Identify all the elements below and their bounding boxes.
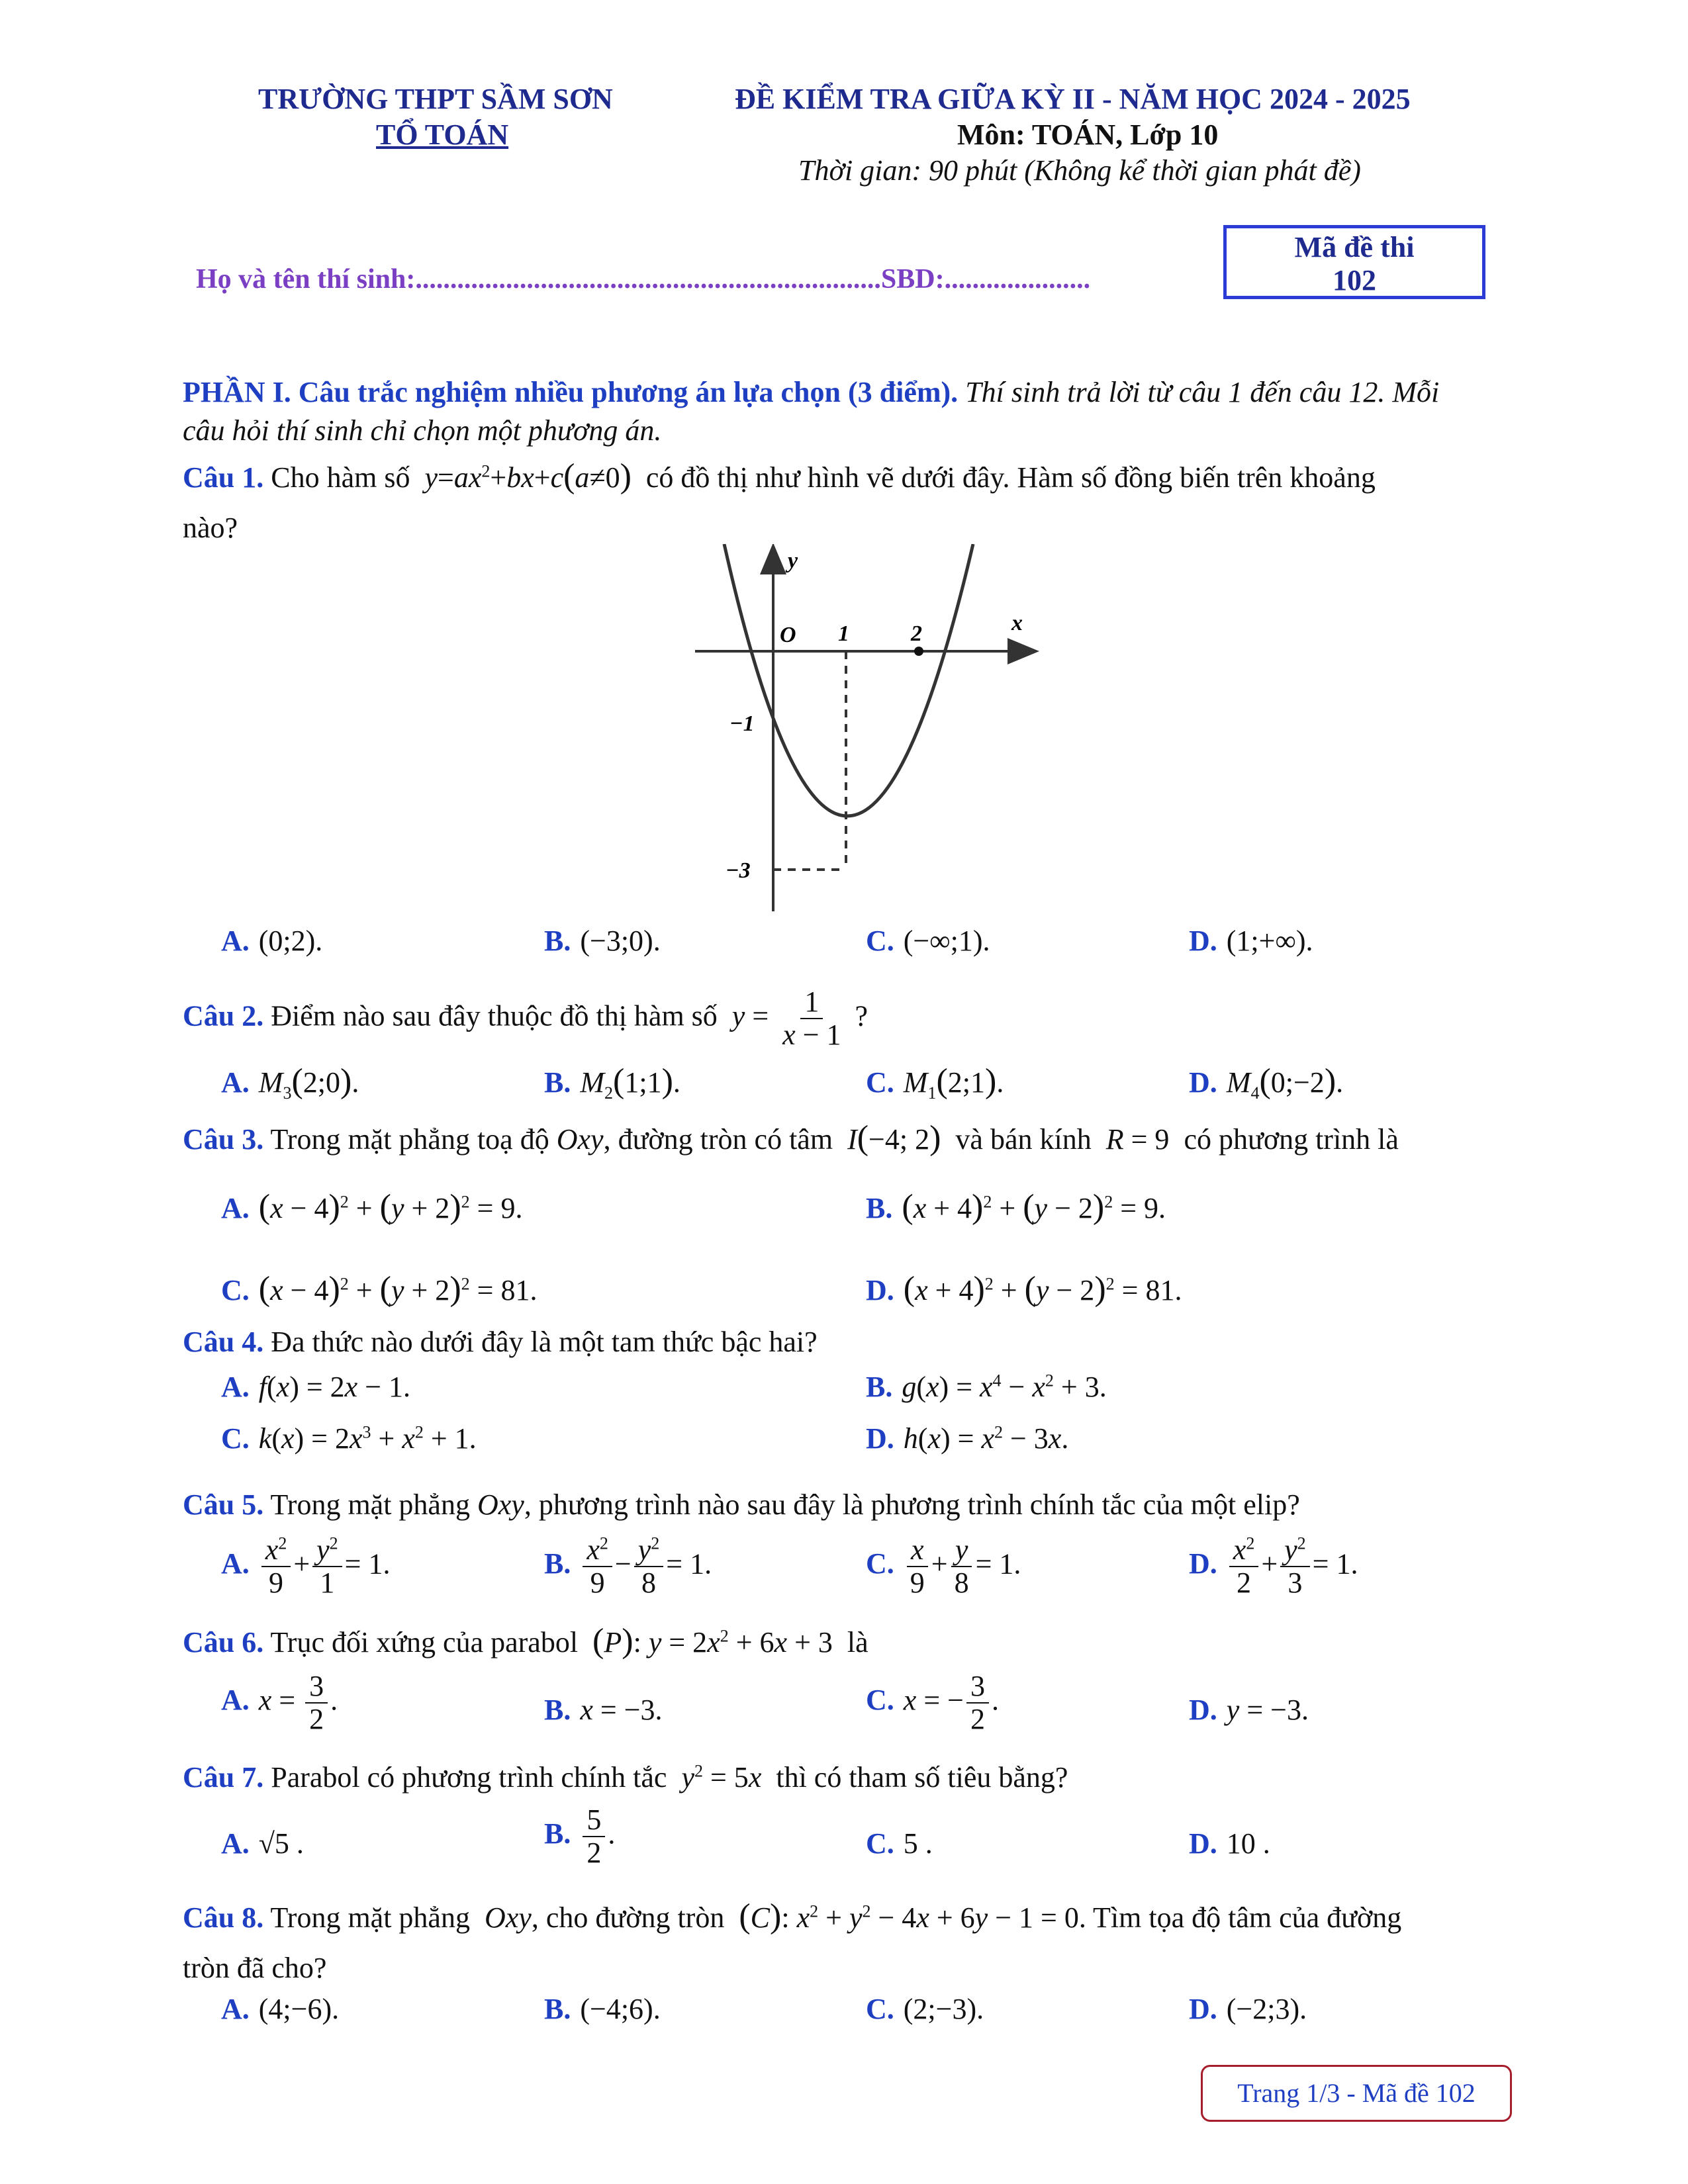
question-4-option-b[interactable]: B. $g(x) = x^4 - x^2 + 3$. bbox=[866, 1371, 1107, 1403]
exam-title: ĐỀ KIỂM TRA GIỮA KỲ II - NĂM HỌC 2024 - 2025 bbox=[735, 83, 1411, 115]
question-6-option-c[interactable]: C. x = − $\frac{3}{2}$ . bbox=[866, 1670, 999, 1736]
question-4-option-c[interactable]: C. $k(x) = 2x^3 + x^2 + 1$. bbox=[221, 1422, 477, 1455]
question-1-option-c[interactable]: C. (−∞;1). bbox=[866, 925, 990, 957]
question-1-label: Câu 1. bbox=[183, 461, 264, 494]
sbd-label: SBD: bbox=[880, 264, 945, 295]
page-footer: Trang 1/3 - Mã đề 102 bbox=[1201, 2065, 1512, 2122]
exam-time: Thời gian: 90 phút (Không kể thời gian phát đề) bbox=[798, 154, 1361, 187]
question-3-option-a[interactable]: A. $(x - 4)^2 + (y + 2)^2 = 9$. bbox=[221, 1188, 523, 1226]
parabola-curve bbox=[724, 544, 973, 816]
question-7-option-b[interactable]: B. $\frac{5}{2}$ . bbox=[544, 1803, 616, 1870]
question-6-label: Câu 6. bbox=[183, 1626, 264, 1659]
parabola-graph bbox=[688, 544, 1046, 915]
question-1 bbox=[183, 457, 1376, 496]
question-2-option-b[interactable]: B. $M_2(1;1)$. bbox=[544, 1062, 680, 1103]
question-5-option-c[interactable]: C. $\frac{x}{9}$ + $\frac{y}{8}$ = 1. bbox=[866, 1533, 1021, 1600]
question-6-option-a[interactable]: A. x = $\frac{3}{2}$ . bbox=[221, 1670, 338, 1736]
question-8-option-c[interactable]: C. (2;−3). bbox=[866, 1993, 984, 2025]
x-axis-label: x bbox=[1011, 611, 1023, 635]
student-name-label: Họ và tên thí sinh: bbox=[196, 264, 416, 295]
question-7: Câu 7. Parabol có phương trình chính tắc $y^2 = 5x$ thì có tham số tiêu bằng? bbox=[183, 1761, 1068, 1794]
question-4-option-a[interactable]: A. f(x) = 2x − 1. bbox=[221, 1371, 411, 1403]
part1-heading bbox=[183, 373, 1507, 450]
question-1-option-d[interactable]: D. (1;+∞). bbox=[1189, 925, 1313, 957]
question-5-option-a[interactable]: A. $\frac{x^2}{9}$ + $\frac{y^2}{1}$ = 1. bbox=[221, 1533, 391, 1600]
part1-instruction-2: câu hỏi thí sinh chỉ chọn một phương án. bbox=[183, 414, 662, 447]
question-7-option-a[interactable]: A. √5 . bbox=[221, 1827, 304, 1860]
question-4-option-d[interactable]: D. $h(x) = x^2 - 3x$. bbox=[866, 1422, 1069, 1455]
question-2-label: Câu 2. bbox=[183, 999, 264, 1032]
question-5-option-d[interactable]: D. $\frac{x^2}{2}$ + $\frac{y^2}{3}$ = 1. bbox=[1189, 1533, 1358, 1600]
school-name: TRƯỜNG THPT SẦM SƠN bbox=[258, 83, 613, 115]
question-1-text: Cho hàm số bbox=[271, 461, 410, 494]
question-4-text: Đa thức nào dưới đây là một tam thức bậc hai? bbox=[271, 1326, 818, 1358]
question-8-option-b[interactable]: B. (−4;6). bbox=[544, 1993, 661, 2025]
exam-code-label: Mã đề thi bbox=[1294, 231, 1415, 263]
exam-code-value: 102 bbox=[1333, 264, 1376, 296]
question-3-option-d[interactable]: D. $(x + 4)^2 + (y - 2)^2 = 81$. bbox=[866, 1270, 1182, 1308]
question-5-label: Câu 5. bbox=[183, 1488, 264, 1521]
question-5: Câu 5. Trong mặt phẳng Oxy, phương trình nào sau đây là phương trình chính tắc của một elip? bbox=[183, 1488, 1300, 1521]
question-6-option-d[interactable]: D. y = −3. bbox=[1189, 1694, 1309, 1726]
question-2: Câu 2. Điểm nào sau đây thuộc đồ thị hàm số y = $\frac{1}{x - 1}$ ? bbox=[183, 985, 868, 1052]
question-1-option-b[interactable]: B. (−3;0). bbox=[544, 925, 661, 957]
question-4 bbox=[183, 1325, 818, 1359]
question-2-option-c[interactable]: C. $M_1(2;1)$. bbox=[866, 1062, 1004, 1103]
question-8-label: Câu 8. bbox=[183, 1901, 264, 1934]
sbd-field[interactable]: ..................... bbox=[944, 264, 1091, 295]
y-axis-label: y bbox=[788, 549, 798, 573]
question-2-text: Điểm nào sau đây thuộc đồ thị hàm số bbox=[271, 999, 718, 1032]
department-name: TỔ TOÁN bbox=[376, 118, 509, 151]
student-name-field[interactable]: ................................................................... bbox=[415, 264, 881, 295]
point-x2 bbox=[914, 647, 923, 656]
tick-label-2: 2 bbox=[911, 621, 922, 646]
question-6-option-b[interactable]: B. x = −3. bbox=[544, 1694, 663, 1726]
exam-subject: Môn: TOÁN, Lớp 10 bbox=[957, 118, 1219, 151]
question-3-option-b[interactable]: B. $(x + 4)^2 + (y - 2)^2 = 9$. bbox=[866, 1188, 1166, 1226]
question-3-option-c[interactable]: C. $(x - 4)^2 + (y + 2)^2 = 81$. bbox=[221, 1270, 538, 1308]
question-7-option-d[interactable]: D. 10 . bbox=[1189, 1827, 1270, 1860]
question-1-text-3: nào? bbox=[183, 512, 238, 544]
tick-label-1: 1 bbox=[838, 621, 849, 646]
question-5-option-b[interactable]: B. $\frac{x^2}{9}$ − $\frac{y^2}{8}$ = 1. bbox=[544, 1533, 712, 1600]
part1-title: PHẦN I. Câu trắc nghiệm nhiều phương án lựa chọn (3 điểm). bbox=[183, 376, 959, 408]
tick-label-m3: −3 bbox=[726, 858, 751, 883]
question-1-option-a[interactable]: A. (0;2). bbox=[221, 925, 323, 957]
question-3: Câu 3. Trong mặt phẳng toạ độ Oxy, đường tròn có tâm I(−4; 2) và bán kính R = 9 có phương trình là bbox=[183, 1119, 1399, 1157]
question-1-text-2: có đồ thị như hình vẽ dưới đây. Hàm số đồng biến trên khoảng bbox=[645, 461, 1376, 494]
student-info-line bbox=[196, 263, 1090, 295]
question-2-option-a[interactable]: A. $M_3(2;0)$. bbox=[221, 1062, 359, 1103]
part1-instruction-1: Thí sinh trả lời từ câu 1 đến câu 12. Mỗi bbox=[965, 376, 1440, 408]
question-6: Câu 6. Trục đối xứng của parabol (P): $y = 2x^2 + 6x + 3$ là bbox=[183, 1622, 868, 1660]
question-8-text-2: tròn đã cho? bbox=[183, 1952, 327, 1984]
exam-code-box bbox=[1223, 225, 1485, 299]
question-2-option-d[interactable]: D. $M_4(0;-2)$. bbox=[1189, 1062, 1344, 1103]
tick-label-m1: −1 bbox=[729, 711, 755, 736]
origin-label: O bbox=[780, 623, 796, 647]
question-8-option-d[interactable]: D. (−2;3). bbox=[1189, 1993, 1307, 2025]
question-3-label: Câu 3. bbox=[183, 1123, 264, 1156]
question-1-formula: $y=ax^2+bx+c(a\ne 0)$ bbox=[424, 457, 632, 495]
question-8: Câu 8. Trong mặt phẳng Oxy, cho đường tròn (C): $x^2 + y^2 - 4x + 6y - 1 = 0$. Tìm tọa độ tâm của đường bbox=[183, 1897, 1402, 1935]
question-7-label: Câu 7. bbox=[183, 1761, 264, 1794]
question-8-option-a[interactable]: A. (4;−6). bbox=[221, 1993, 340, 2025]
question-4-label: Câu 4. bbox=[183, 1326, 264, 1358]
question-7-option-c[interactable]: C. 5 . bbox=[866, 1827, 933, 1860]
